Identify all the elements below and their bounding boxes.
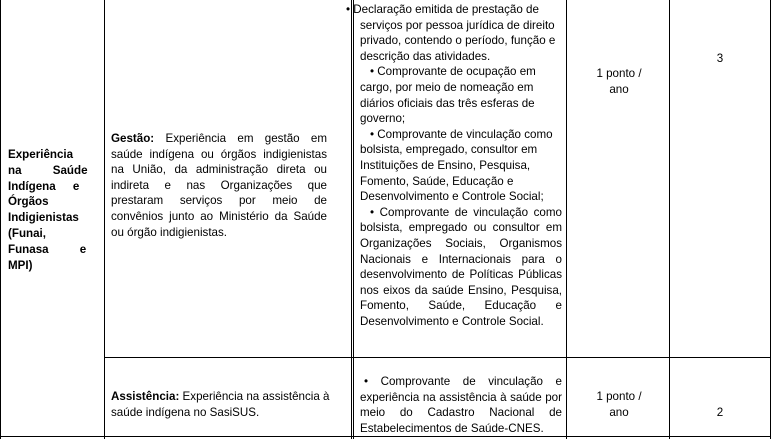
assistencia-doc-1: • Comprovante de vinculação e experiência na assistência à saúde por meio do Cadastro Nacional de Estabelecimentos de Saúde-CNES.	[360, 375, 562, 435]
assistencia-description	[111, 389, 337, 420]
gestao-description	[111, 131, 327, 240]
row-group-line-2	[8, 163, 100, 179]
assistencia-max	[670, 405, 770, 421]
gestao-documents	[346, 2, 562, 329]
row-group-line-7	[8, 242, 100, 258]
border-right	[770, 0, 771, 439]
gestao-points-text: 1 ponto / ano	[596, 67, 642, 96]
row-group-line-3	[8, 179, 100, 195]
gestao-text: Experiência em gestão em saúde indígena ou órgãos indigienistas na União, da administração direta ou indireta e nas Organizações que prestaram serviços por meio de convênios junto ao Ministério da Saúde ou órgão indigienistas.	[111, 132, 327, 239]
row-group-line-7-text: Funasa e	[8, 242, 87, 256]
border-col1	[104, 0, 105, 439]
row-group-line-8: MPI)	[8, 258, 33, 272]
row-group-line-6: (Funai,	[8, 226, 46, 240]
assistencia-documents	[360, 374, 562, 436]
gestao-max	[670, 51, 770, 67]
row-group-line-2-text: na Saúde	[8, 163, 88, 177]
border-col2b	[353, 0, 354, 439]
border-col3	[566, 0, 567, 439]
border-col2	[351, 0, 352, 439]
row-group-label	[8, 147, 100, 273]
gestao-doc-2: • Comprovante de ocupação em cargo, por meio de nomeação em diários oficiais das três esferas de governo;	[360, 65, 536, 126]
border-left	[0, 0, 1, 439]
row-group-line-1: Experiência	[8, 148, 74, 161]
row-group-line-5: Indigienistas	[8, 211, 79, 225]
gestao-label: Gestão:	[111, 132, 155, 145]
assistencia-label: Assistência:	[111, 390, 180, 403]
assistencia-max-text: 2	[716, 406, 724, 419]
gestao-points	[588, 66, 650, 97]
gestao-doc-1: • Declaração emitida de prestação de serviços por pessoa jurídica de direito privado, contendo o período, função e descrição das atividades.	[346, 3, 556, 63]
assistencia-points-text: 1 ponto / ano	[596, 390, 642, 419]
row-group-line-4: Órgãos	[8, 195, 49, 209]
gestao-doc-4: • Comprovante de vinculação como bolsista, empregado ou consultor em Organizações Sociais, Organismos Nacionais e Internacionais para o desenvolvimento de Políticas Públicas nos eixos da saúde Ensino, Pesquisa, Fomento, Saúde, Educação e Desenvolvimento e Controle Social.	[360, 205, 562, 328]
assistencia-text: Experiência na assistência à saúde indígena no SasiSUS.	[111, 390, 330, 419]
row-group-line-3-text: Indígena e	[8, 179, 80, 193]
border-row-divider	[104, 357, 771, 358]
gestao-doc-3: • Comprovante de vinculação como bolsista, empregado, consultor em Instituições de Ensino, Pesquisa, Fomento, Saúde, Educação e Desenvolvimento e Controle Social;	[360, 127, 553, 204]
gestao-max-text: 3	[716, 52, 724, 65]
assistencia-points	[588, 389, 650, 420]
